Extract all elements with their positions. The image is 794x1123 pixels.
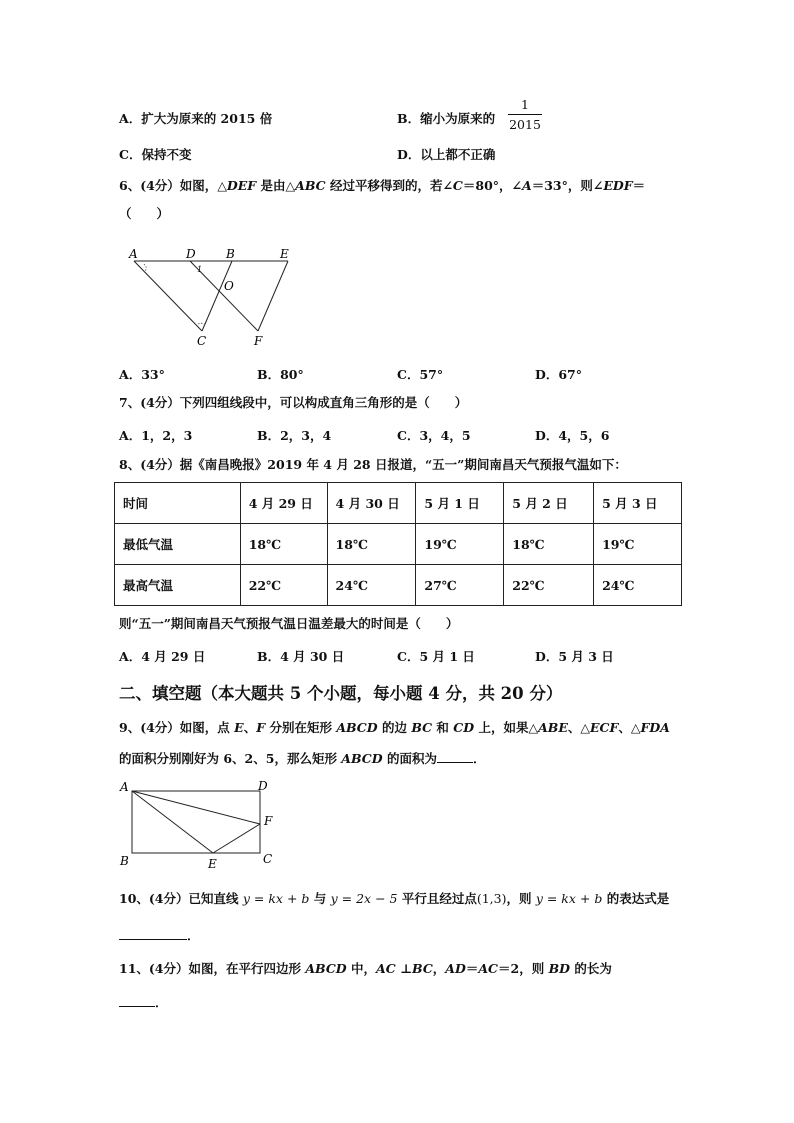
q9-text: 的边 bbox=[377, 720, 412, 735]
q9-text: 9、(4分）如图，点 bbox=[119, 720, 235, 735]
table-cell: 18℃ bbox=[240, 524, 327, 565]
label-o: O bbox=[224, 279, 234, 293]
q6-option-c: C．57° bbox=[397, 367, 444, 382]
q6-text: ＝80°，∠ bbox=[462, 178, 522, 193]
q6-angle-edf: EDF bbox=[603, 178, 633, 193]
q11-text: 的长为 bbox=[569, 961, 612, 976]
q6-text: 是由 bbox=[256, 178, 286, 193]
label-f: F bbox=[254, 334, 263, 348]
q8-temperature-table bbox=[114, 482, 682, 606]
table-cell: 最低气温 bbox=[115, 524, 241, 565]
q11-text: ＝2，则 bbox=[498, 961, 549, 976]
q10-text: ，则 bbox=[506, 891, 536, 906]
q8-option-a: A．4 月 29 日 bbox=[119, 649, 206, 664]
q6-text: ＝33°，则∠ bbox=[531, 178, 604, 193]
q6-option-a: A．33° bbox=[119, 367, 165, 382]
q6-option-d: D．67° bbox=[535, 367, 582, 382]
q6-letter-c: C bbox=[452, 178, 463, 193]
q10-text: 10、(4分）已知直线 bbox=[119, 891, 243, 906]
q11-segment-bd: BD bbox=[548, 961, 570, 976]
q8-option-c: C．5 月 1 日 bbox=[397, 649, 475, 664]
q11-segment-ad: AD bbox=[445, 961, 466, 976]
line-ef bbox=[258, 261, 288, 331]
q10-expression: y = kx + b bbox=[242, 891, 310, 906]
table-cell: 24℃ bbox=[327, 565, 416, 606]
q8-option-b: B．4 月 30 日 bbox=[257, 649, 345, 664]
q9-text: ． bbox=[472, 751, 486, 766]
q7-option-b: B．2，3，4 bbox=[257, 428, 332, 443]
q5-option-b-prefix: B．缩小为原来的 bbox=[397, 111, 496, 126]
q8-question: 则“五一”期间南昌天气预报气温日温差最大的时间是（ ） bbox=[119, 616, 459, 631]
q9-rect-abcd: ABCD bbox=[341, 751, 383, 766]
label-a: A bbox=[129, 247, 138, 261]
rect-abcd bbox=[132, 791, 260, 853]
q10-text: 平行且经过点 bbox=[397, 891, 477, 906]
q10-text: ． bbox=[187, 928, 200, 943]
q7-stem: 7、(4分）下列四组线段中，可以构成直角三角形的是（ ） bbox=[119, 395, 468, 410]
q9-point-f: F bbox=[256, 720, 266, 735]
table-cell: 18℃ bbox=[327, 524, 416, 565]
q9-text: 的面积分别刚好为 6、2、5，那么矩形 bbox=[119, 751, 342, 766]
section-2-title: 二、填空题（本大题共 5 个小题，每小题 4 分，共 20 分） bbox=[119, 684, 563, 703]
label-d: D bbox=[258, 779, 268, 793]
q10-answer-blank[interactable] bbox=[119, 939, 187, 940]
table-header-cell: 时间 bbox=[115, 483, 241, 524]
q9-side-bc: BC bbox=[411, 720, 433, 735]
q9-triangle-abe: ABE bbox=[538, 720, 568, 735]
q9-rect-abcd: ABCD bbox=[336, 720, 378, 735]
table-row bbox=[115, 565, 682, 606]
table-header-cell: 5 月 1 日 bbox=[416, 483, 504, 524]
label-e: E bbox=[208, 857, 217, 871]
table-header-cell: 4 月 29 日 bbox=[240, 483, 327, 524]
fraction-bar bbox=[508, 114, 542, 115]
q9-side-cd: CD bbox=[453, 720, 475, 735]
q6-triangle-def: △DEF bbox=[217, 178, 257, 193]
fraction-denominator: 2015 bbox=[509, 117, 541, 132]
label-a: A bbox=[120, 780, 129, 794]
fraction-numerator: 1 bbox=[521, 97, 529, 112]
table-header-cell: 4 月 30 日 bbox=[327, 483, 416, 524]
table-cell: 最高气温 bbox=[115, 565, 241, 606]
table-header-cell: 5 月 3 日 bbox=[594, 483, 682, 524]
q5-option-d: D．以上都不正确 bbox=[397, 147, 496, 162]
q11-text: 中， bbox=[346, 961, 377, 976]
q6-translation-figure bbox=[120, 242, 300, 350]
q9-text: 的面积为 bbox=[382, 751, 437, 766]
q9-stem-line2 bbox=[119, 750, 485, 768]
q11-stem-line1 bbox=[119, 960, 612, 978]
q10-expression: y = 2x − 5 bbox=[330, 891, 398, 906]
q10-text: 的表达式是 bbox=[602, 891, 670, 906]
q11-text: ⊥ bbox=[395, 961, 413, 976]
q6-option-b: B．80° bbox=[257, 367, 304, 382]
q8-stem: 8、(4分）据《南昌晚报》2019 年 4 月 28 日报道，“五一”期间南昌天气预报气温如下： bbox=[119, 457, 627, 472]
q9-text: 、 bbox=[243, 720, 257, 735]
table-cell: 27℃ bbox=[416, 565, 504, 606]
table-cell: 24℃ bbox=[594, 565, 682, 606]
q9-rectangle-figure bbox=[116, 777, 284, 873]
q8-option-d: D．5 月 3 日 bbox=[535, 649, 614, 664]
q11-text: ． bbox=[155, 995, 168, 1010]
q10-stem-line2 bbox=[119, 927, 200, 945]
q9-text: 、△ bbox=[567, 720, 590, 735]
q9-stem-line1 bbox=[119, 719, 670, 737]
q7-option-c: C．3，4，5 bbox=[397, 428, 471, 443]
q5-option-c: C．保持不变 bbox=[119, 147, 192, 162]
q9-text: 和 bbox=[432, 720, 454, 735]
q9-text: 、△ bbox=[618, 720, 641, 735]
label-b: B bbox=[120, 854, 129, 868]
label-d: D bbox=[186, 247, 196, 261]
q9-triangle-fda: FDA bbox=[640, 720, 670, 735]
q6-letter-a: A bbox=[522, 178, 532, 193]
table-header-row bbox=[115, 483, 682, 524]
q10-expression: y = kx + b bbox=[535, 891, 603, 906]
q7-option-d: D．4，5，6 bbox=[535, 428, 610, 443]
q11-segment-ac: AC bbox=[376, 961, 396, 976]
q10-point: (1,3) bbox=[476, 891, 507, 906]
q11-text: 11、(4分）如图，在平行四边形 bbox=[119, 961, 306, 976]
q11-answer-blank[interactable] bbox=[119, 1006, 155, 1007]
line-ef bbox=[213, 824, 260, 853]
q9-text: 上，如果△ bbox=[474, 720, 539, 735]
table-cell: 22℃ bbox=[504, 565, 594, 606]
q10-stem-line1 bbox=[119, 890, 669, 908]
table-cell: 19℃ bbox=[594, 524, 682, 565]
q6-stem-line1 bbox=[119, 177, 645, 195]
table-cell: 22℃ bbox=[240, 565, 327, 606]
q6-text: 经过平移得到的，若∠ bbox=[325, 178, 453, 193]
q11-parallelogram-abcd: ABCD bbox=[305, 961, 347, 976]
q6-text: 6、(4分）如图， bbox=[119, 178, 218, 193]
q9-triangle-ecf: ECF bbox=[589, 720, 619, 735]
q5-option-b-fraction bbox=[508, 97, 542, 132]
line-af bbox=[132, 791, 260, 824]
table-cell: 19℃ bbox=[416, 524, 504, 565]
label-e: E bbox=[280, 247, 289, 261]
table-header-cell: 5 月 2 日 bbox=[504, 483, 594, 524]
label-c: C bbox=[197, 334, 207, 348]
line-bc bbox=[202, 261, 232, 331]
line-ae bbox=[132, 791, 213, 853]
q9-text: 分别在矩形 bbox=[265, 720, 337, 735]
table-row bbox=[115, 524, 682, 565]
q7-option-a: A．1，2，3 bbox=[119, 428, 193, 443]
label-angle-1: 1 bbox=[197, 265, 203, 274]
label-f: F bbox=[264, 814, 273, 828]
q6-text: ＝ bbox=[632, 178, 646, 193]
q9-answer-blank[interactable] bbox=[437, 762, 473, 763]
q10-text: 与 bbox=[309, 891, 331, 906]
table-cell: 18℃ bbox=[504, 524, 594, 565]
q11-segment-ac: AC bbox=[478, 961, 499, 976]
q5-option-a: A．扩大为原来的 2015 倍 bbox=[119, 111, 273, 126]
label-c: C bbox=[263, 852, 273, 866]
line-ac bbox=[134, 261, 202, 331]
q6-triangle-abc: △ABC bbox=[285, 178, 326, 193]
label-b: B bbox=[226, 247, 235, 261]
q6-stem-line2: （ ） bbox=[119, 206, 170, 221]
q11-stem-line2 bbox=[119, 994, 168, 1012]
angle-a-arc bbox=[144, 264, 146, 271]
q11-text: ＝ bbox=[465, 961, 479, 976]
q11-text: ， bbox=[432, 961, 446, 976]
q11-segment-bc: BC bbox=[412, 961, 433, 976]
q9-point-e: E bbox=[234, 720, 244, 735]
